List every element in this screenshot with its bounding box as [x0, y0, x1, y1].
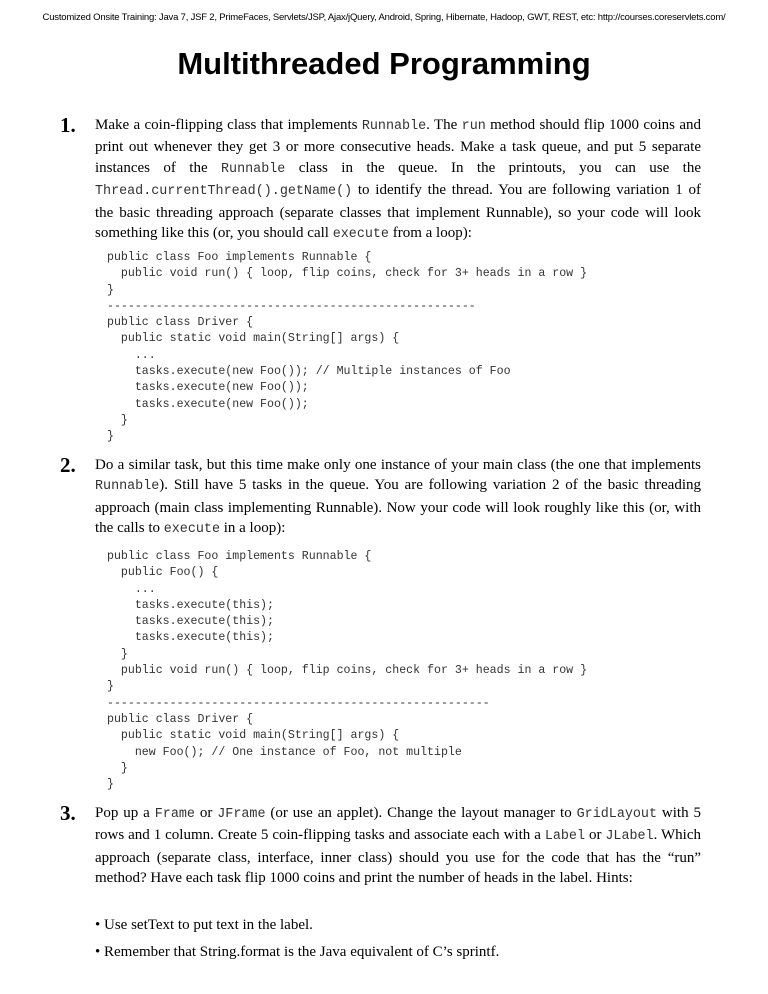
code-term: Runnable [221, 161, 286, 177]
text-run: ). Still have 5 tasks in the queue. You are following variation 2 of the basic threading approach (main class implementing Runnable). Now your code will look roughly like this (or, with the calls to [95, 477, 701, 537]
text-run: Do a similar task, but this time make only one instance of your main class (the one that implements [95, 457, 701, 473]
text-run: or [194, 805, 218, 821]
problem-number: 3. [60, 801, 76, 825]
hint-item: • Use setText to put text in the label. [95, 917, 313, 933]
problem-text [95, 455, 701, 541]
code-term: Frame [154, 807, 195, 822]
text-run: . The [426, 117, 462, 133]
code-term: JLabel [605, 829, 654, 845]
problem-number: 2. [60, 453, 76, 477]
problem-text [95, 803, 701, 889]
text-run: method should flip 1000 coins and print out whenever they get 3 or more consecutive heads. Make a task queue, and put 5 separate instances of the [95, 117, 701, 176]
page-header: Customized Onsite Training: Java 7, JSF 2, PrimeFaces, Servlets/JSP, Ajax/jQuery, Android, Spring, Hibernate, Hadoop, GWT, REST, etc: http://courses.coreservlets.com/ [42, 12, 726, 23]
text-run: . Which approach (separate class, interface, inner class) should you use for the code that has the “run” method? Have each task flip 1000 coins and print the number of heads in the label. Hints: [95, 827, 701, 887]
text-run: in a loop): [219, 520, 286, 537]
code-term: Runnable [95, 479, 160, 495]
page-title: Multithreaded Programming [177, 46, 591, 81]
code-term: run [461, 119, 486, 134]
code-term: GridLayout [576, 807, 657, 822]
text-run: to identify the thread. You are following variation 1 of the basic threading approach (separate classes that implement Runnable), so your code will look something like this (or, you should call [95, 182, 701, 242]
text-run: Pop up a [95, 805, 155, 821]
text-run: class in the queue. In the printouts, you can use the [285, 159, 701, 176]
code-block-2: public class Foo implements Runnable { public Foo() { ... tasks.execute(this); tasks.execute(this); tasks.execute(this); } public void run() { loop, flip coins, check for 3+ heads in a row } } ------------------------------------------------------- public class Driver { public static void main(String[] args) { new Foo(); // One instance of Foo, not multiple } } [107, 550, 588, 792]
code-term: Label [544, 829, 585, 845]
text-run: or [585, 827, 606, 844]
problem-text [95, 115, 701, 245]
code-term: Runnable [361, 119, 427, 134]
problem-number: 1. [60, 113, 76, 137]
text-run: (or use an applet). Change the layout manager to [265, 805, 577, 821]
code-term: JFrame [217, 807, 266, 822]
code-term: execute [163, 522, 220, 538]
text-run: with 5 rows and 1 column. Create 5 coin-flipping tasks and associate each with a [95, 805, 702, 844]
code-term: Thread.currentThread().getName() [95, 184, 353, 200]
text-run: from a loop): [388, 225, 472, 242]
hint-item: • Remember that String.format is the Java equivalent of C’s sprintf. [95, 944, 500, 960]
code-block-1: public class Foo implements Runnable { public void run() { loop, flip coins, check for 3+ heads in a row } } ----------------------------------------------------- public class Driver { public static void main(String[] args) { ... tasks.execute(new Foo()); // Multiple instances of Foo tasks.execute(new Foo()); tasks.execute(new Foo()); } } [107, 251, 588, 444]
code-term: execute [332, 227, 389, 243]
text-run: Make a coin-flipping class that implements [95, 117, 362, 133]
